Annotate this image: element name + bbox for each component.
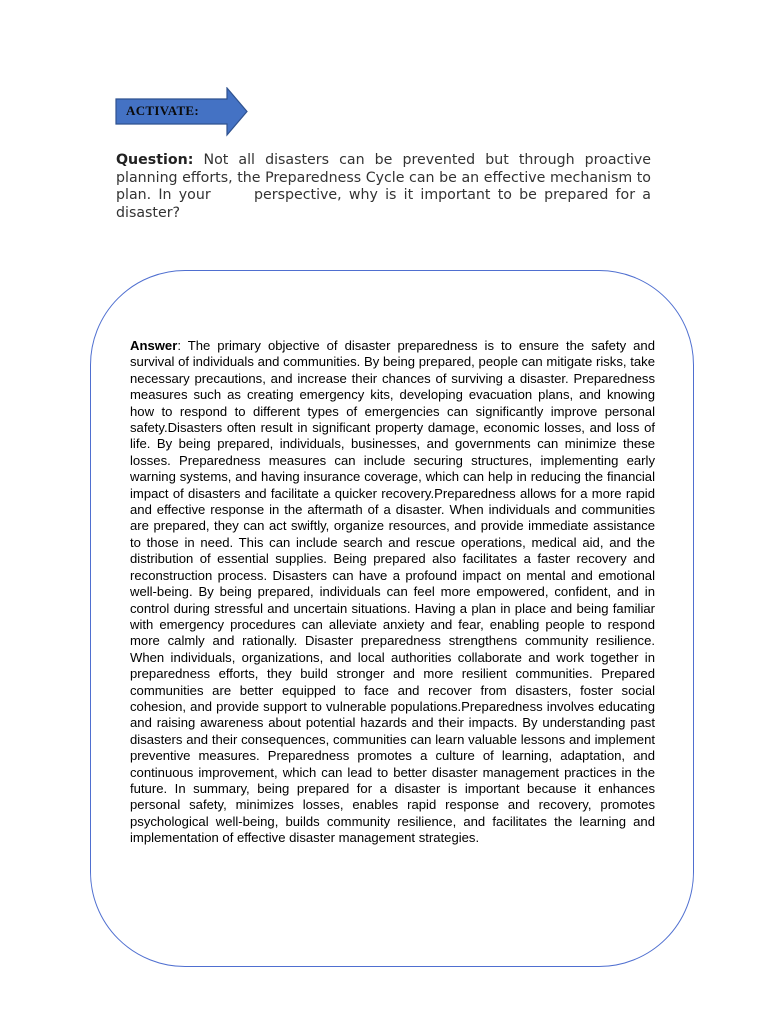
question-label: Question: — [116, 152, 194, 168]
question-paragraph — [116, 152, 656, 222]
activate-arrow — [115, 87, 249, 137]
answer-label: Answer — [130, 338, 178, 353]
answer-paragraph — [130, 338, 655, 847]
answer-text: : The primary objective of disaster preparedness is to ensure the safety and survival of individuals and communities. By being prepared, people can mitigate risks, take necessary precautions, and increase their chances of surviving a disaster. Preparedness measures such as creating emergency kits, developing evacuation plans, and knowing how to respond to different types of emergencies can significantly improve personal safety.Disasters often result in significant property damage, economic losses, and loss of life. By being prepared, individuals, businesses, and governments can minimize these losses. Preparedness measures can include securing structures, implementing early warning systems, and having insurance coverage, which can help in reducing the financial impact of disasters and facilitate a quicker recovery.Preparedness allows for a more rapid and effective response in the aftermath of a disaster. When individuals and communities are prepared, they can act swiftly, organize resources, and provide immediate assistance to those in need. This can include search and rescue operations, medical aid, and the distribution of essential supplies. Being prepared also facilitates a faster recovery and reconstruction process. Disasters can have a profound impact on mental and emotional well-being. By being prepared, individuals can feel more empowered, confident, and in control during stressful and uncertain situations. Having a plan in place and being familiar with emergency procedures can alleviate anxiety and fear, enabling people to respond more calmly and rationally. Disaster preparedness strengthens community resilience. When individuals, organizations, and local authorities collaborate and work together in preparedness efforts, they build stronger and more resilient communities. Prepared communities are better equipped to face and recover from disasters, foster social cohesion, and provide support to vulnerable populations.Preparedness involves educating and raising awareness about potential hazards and their impacts. By understanding past disasters and their consequences, communities can learn valuable lessons and implement preventive measures. Preparedness promotes a culture of learning, adaptation, and continuous improvement, which can lead to better disaster management practices in the future. In summary, being prepared for a disaster is important because it enhances personal safety, minimizes losses, enables rapid response and recovery, promotes psychological well-being, builds community resilience, and facilitates the learning and implementation of effective disaster management strategies. — [130, 338, 655, 846]
question-text: Not all disasters can be prevented but through proactive planning efforts, the Preparedness Cycle can be an effective mechanism to plan. In your perspective, why is it important to be prepared for a disaster? — [116, 152, 656, 221]
activate-label: ACTIVATE: — [126, 103, 200, 118]
